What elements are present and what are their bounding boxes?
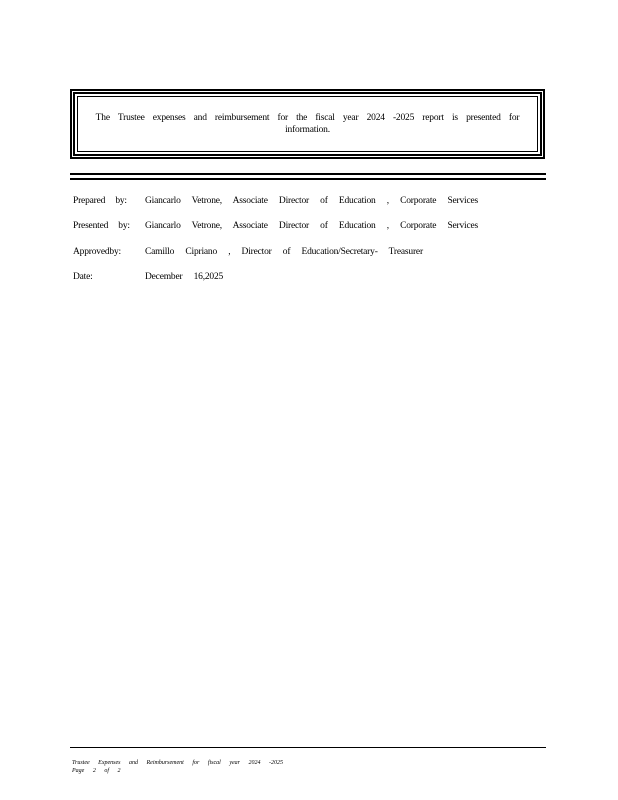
section-separator-top: [70, 173, 546, 175]
prepared-by-row: [73, 194, 543, 208]
footer-page-number: Page 2 of 2: [72, 768, 121, 774]
prepared-by-label: Prepared by:: [73, 196, 127, 206]
date-row: [73, 270, 543, 284]
presented-by-row: [73, 219, 543, 233]
presented-by-label: Presented by:: [73, 221, 130, 231]
approved-by-value: Camillo Cipriano , Director of Education/Secretary- Treasurer: [145, 247, 423, 257]
date-value: December 16,2025: [145, 272, 224, 282]
footer-title: Trustee Expenses and Reimbursement for fiscal year 2024 -2025: [72, 760, 283, 766]
approved-by-label: Approvedby:: [73, 247, 121, 257]
footer-rule: [70, 747, 546, 748]
approved-by-row: [73, 245, 543, 259]
recommendation-box: [70, 89, 545, 159]
recommendation-text: The Trustee expenses and reimbursement for the fiscal year 2024 -2025 report is presented for information.: [95, 113, 520, 135]
section-separator-bottom: [70, 178, 546, 180]
date-label: Date:: [73, 272, 93, 282]
prepared-by-value: Giancarlo Vetrone, Associate Director of Education , Corporate Services: [145, 196, 479, 206]
presented-by-value: Giancarlo Vetrone, Associate Director of Education , Corporate Services: [145, 221, 479, 231]
